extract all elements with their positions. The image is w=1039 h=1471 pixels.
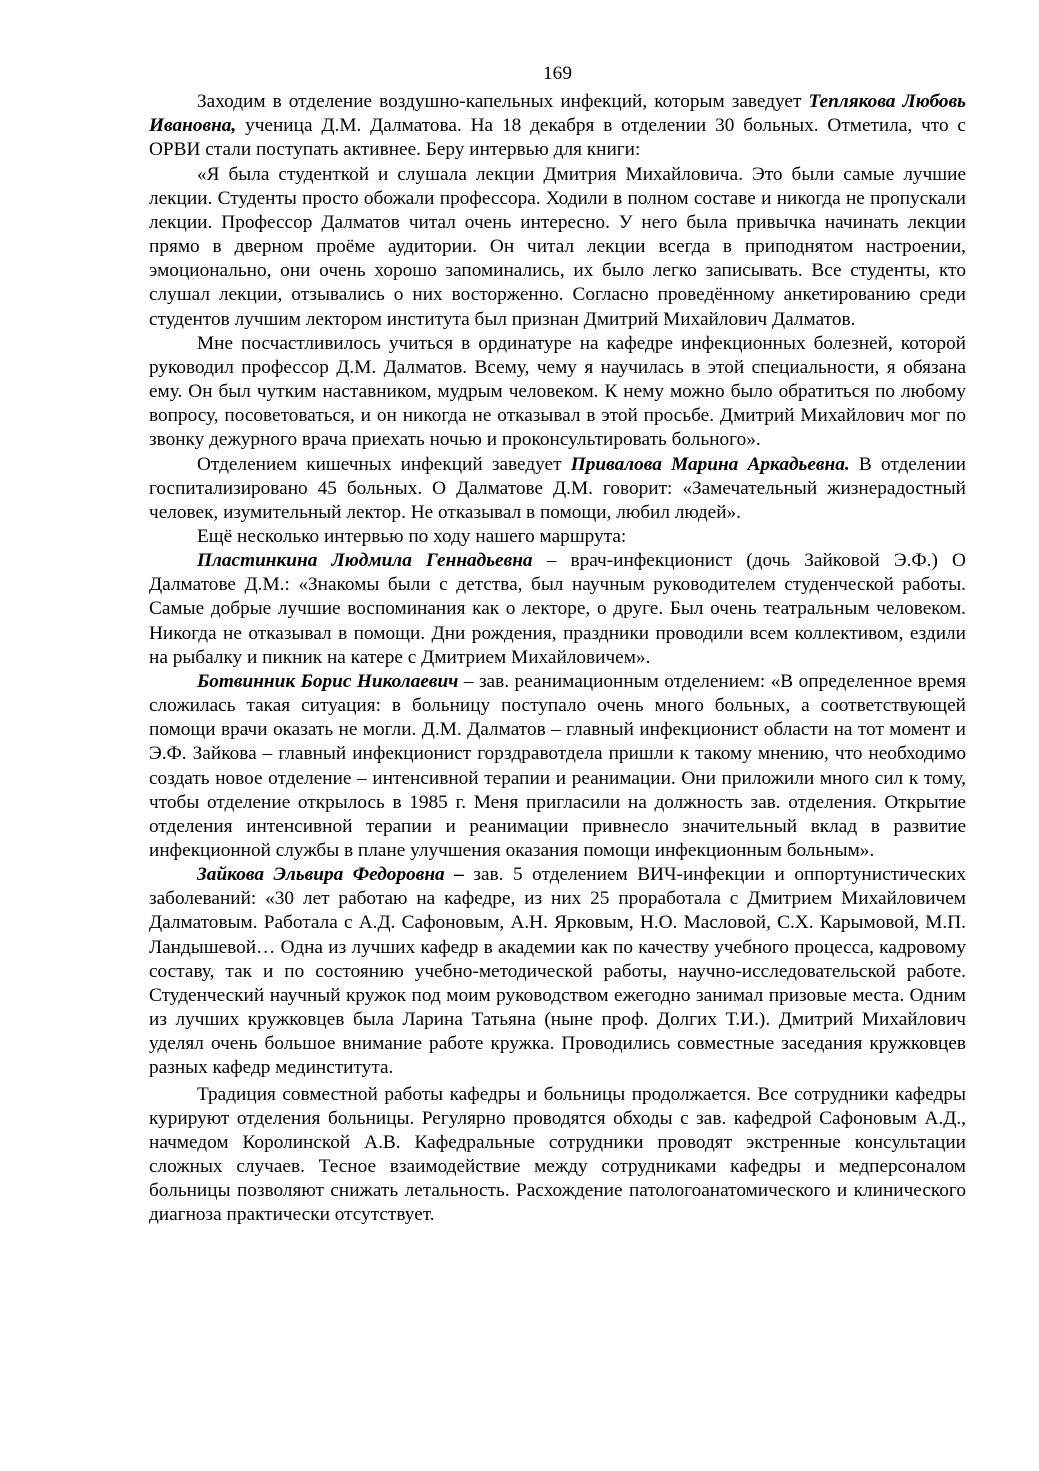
person-name: Теплякова Любовь Ивановна, — [149, 91, 966, 137]
paragraph-text: Заходим в отделение воздушно-капельных инфекций, которым заведует — [197, 91, 809, 113]
paragraph-text: В отделении госпитализировано 45 больных. О Далматове Д.М. говорит: «Замечательный жизнерадостный человек, изумительный лектор. Не отказывал в помощи, любил людей». — [149, 453, 966, 523]
paragraph-quote-residency: Мне посчастливилось учиться в ординатуре на кафедре инфекционных болезней, которой руководил профессор Д.М. Далматов. Всему, чему я научилась в этой специальности, я обязана ему. Он был чутким наставником, мудрым человеком. К нему можно было обратиться по любому вопросу, посоветоваться, и он никогда не отказывал в этой просьбе. Дмитрий Михайлович мог по звонку дежурного врача приехать ночью и проконсультировать больного». — [149, 332, 966, 451]
person-name: Пластинкина Людмила Геннадьевна — [197, 550, 533, 572]
paragraph-botvinnik — [149, 670, 966, 863]
person-name: Зайкова Эльвира Федоровна – — [197, 864, 464, 886]
paragraph-text: – врач-инфекционист (дочь Зайковой Э.Ф.) О Далматове Д.М.: «Знакомы были с детства, был научным руководителем студенческой работы. Самые добрые лучшие воспоминания как о лекторе, о друге. Был очень театральным человеком. Никогда не отказывал в помощи. Дни рождения, праздники проводили всем коллективом, ездили на рыбалку и пикник на катере с Дмитрием Михайловичем». — [149, 550, 966, 668]
paragraph-quote-lectures: «Я была студенткой и слушала лекции Дмитрия Михайловича. Это были самые лучшие лекции. Студенты просто обожали профессора. Ходили в полном составе и никогда не пропускали лекции. Профессор Далматов читал очень интересно. У него была привычка начинать лекции прямо в дверном проёме аудитории. Он читал лекции всегда в приподнятом настроении, эмоционально, они очень хорошо запоминались, их было легко записывать. Все студенты, кто слушал лекции, отзывались о них восторженно. Согласно проведённому анкетированию среди студентов лучшим лектором института был признан Дмитрий Михайлович Далматов. — [149, 163, 966, 330]
paragraph-privalova — [149, 453, 966, 525]
paragraph-text: зав. 5 отделением ВИЧ-инфекции и оппортунистических заболеваний: «30 лет работаю на кафедре, из них 25 проработала с Дмитрием Михайловичем Далматовым. Работала с А.Д. Сафоновым, А.Н. Ярковым, Н.О. Масловой, С.Х. Карымовой, М.П. Ландышевой… Одна из лучших кафедр в академии как по качеству учебного процесса, кадровому составу, так и по состоянию учебно-методической работы, научно-исследовательской работе. Студенческий научный кружок под моим руководством ежегодно занимал призовые места. Одним из лучших кружковцев была Ларина Татьяна (ныне проф. Долгих Т.И.). Дмитрий Михайлович уделял очень большое внимание работе кружка. Проводились совместные заседания кружковцев разных кафедр мединститута. — [149, 864, 966, 1079]
paragraph-interviews-intro: Ещё несколько интервью по ходу нашего маршрута: — [197, 525, 627, 547]
page-number: 169 — [543, 63, 572, 84]
person-name: Ботвинник Борис Николаевич — [197, 670, 459, 692]
paragraph-plastinkina — [149, 549, 966, 670]
person-name: Привалова Марина Аркадьевна. — [570, 453, 850, 475]
paragraph-text: – зав. реанимационным отделением: «В определенное время сложилась такая ситуация: в больницу поступало очень много больных, а соответствующей помощи врачи оказать не могли. Д.М. Далматов – главный инфекционист области на тот момент и Э.Ф. Зайкова – главный инфекционист горздравотдела пришли к такому мнению, что необходимо создать новое отделение – интенсивной терапии и реанимации. Они приложили много сил к тому, чтобы отделение открылось в 1985 г. Меня пригласили на должность зав. отделения. Открытие отделения интенсивной терапии и реанимации привнесло значительный вклад в развитие инфекционной службы в плане улучшения оказания помощи инфекционным больным». — [149, 670, 966, 861]
paragraph-text: Отделением кишечных инфекций заведует — [197, 453, 571, 475]
paragraph-zaykova — [149, 863, 966, 1080]
paragraph-teplyakova — [149, 90, 966, 162]
document-page — [149, 62, 966, 1228]
paragraph-text: ученица Д.М. Далматова. На 18 декабря в отделении 30 больных. Отметила, что с ОРВИ стали поступать активнее. Беру интервью для книги: — [149, 115, 966, 161]
paragraph-tradition: Традиция совместной работы кафедры и больницы продолжается. Все сотрудники кафедры курируют отделения больницы. Регулярно проводятся обходы с зав. кафедрой Сафоновым А.Д., начмедом Королинской А.В. Кафедральные сотрудники проводят экстренные консультации сложных случаев. Тесное взаимодействие между сотрудниками кафедры и медперсоналом больницы позволяют снижать летальность. Расхождение патологоанатомического и клинического диагноза практически отсутствует. — [149, 1083, 966, 1226]
